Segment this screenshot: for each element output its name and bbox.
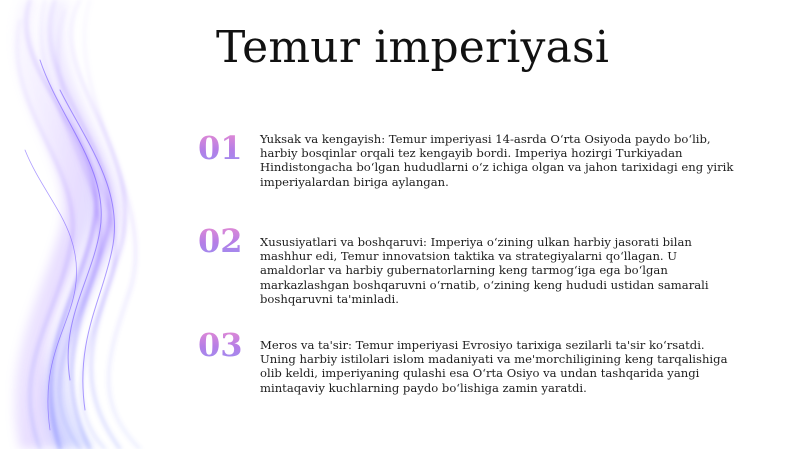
item-text: Xususiyatlari va boshqaruvi: Imperiya o‘zining ulkan harbiy jasorati bilan mashhur edi, Temur innovatsion taktika va strategiyalarni qo‘llagan. U amaldorlar va harbiy gubernatorlarning keng tarmog‘iga ega bo‘lgan markazlashgan boshqaruvni o‘rnatib, o‘zining keng hududi ustidan samarali boshqaruvni ta'minladi. <box>260 235 709 306</box>
item-text: Meros va ta'sir: Temur imperiyasi Evrosiyo tarixiga sezilarli ta'sir ko‘rsatdi. Uning harbiy istilolari islom madaniyati va me'morchiligining keng tarqalishiga olib keldi, imperiyaning qulashi esa O‘rta Osiyo va undan tashqarida yangi mintaqaviy kuchlarning paydo bo‘lishiga zamin yaratdi. <box>260 338 728 395</box>
item-text: Yuksak va kengayish: Temur imperiyasi 14-asrda O‘rta Osiyoda paydo bo‘lib, harbiy bosqinlar orqali tez kengayib bordi. Imperiya hozirgi Turkiyadan Hindistongacha bo‘lgan hududlarni o‘z ichiga olgan va jahon tarixidagi eng yirik imperiyalardan biriga aylangan. <box>260 132 734 189</box>
slide-title: Temur imperiyasi <box>216 22 610 73</box>
item-number: 01 <box>198 129 243 167</box>
purple-smoke-decoration <box>0 0 180 449</box>
item-number: 02 <box>198 222 243 260</box>
item-number: 03 <box>198 326 243 364</box>
